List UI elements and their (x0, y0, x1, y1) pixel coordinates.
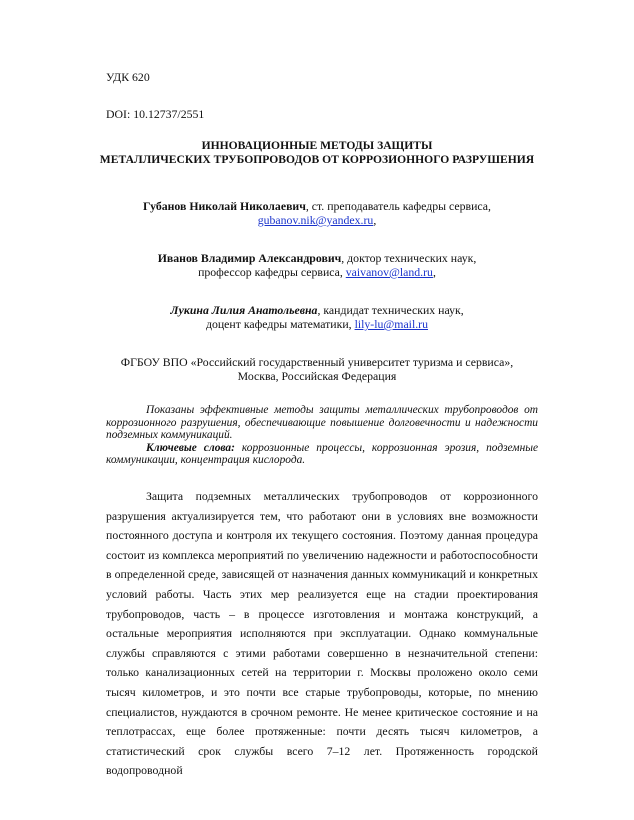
author-2 (0, 251, 634, 265)
author-1-contact (0, 213, 634, 227)
author-name: Лукина Лилия Анатольевна (170, 303, 318, 317)
affiliation-line-1: ФГБОУ ВПО «Российский государственный университет туризма и сервиса», (120, 355, 514, 369)
abstract-text: Показаны эффективные методы защиты металлических трубопроводов от коррозионного разрушения, обеспечивающие повышение долговечности и надежности подземных коммуникаций. (106, 404, 538, 442)
author-position: , кандидат технических наук, (317, 303, 464, 317)
keywords-label: Ключевые слова: (146, 441, 235, 454)
keywords (106, 442, 538, 467)
keywords-list: коррозионные процессы, коррозионная эрозия, подземные коммуникации, концентрация кислорода. (106, 441, 539, 467)
author-position: , ст. преподаватель кафедры сервиса, (305, 199, 491, 213)
author-email-link[interactable]: vaivanov@land.ru (345, 265, 433, 279)
email-suffix: , (432, 265, 436, 279)
title-line-1: ИННОВАЦИОННЫЕ МЕТОДЫ ЗАЩИТЫ (201, 139, 433, 152)
body-paragraph: Защита подземных металлических трубопроводов от коррозионного разрушения актуализируется тем, что работают они в условиях вне возможности постоянного доступа и контроля их текущего состояния. Поэтому данная процедура состоит из комплекса мероприятий по увеличению надежности и работоспособности в определенной среде, зависящей от назначения данных коммуникаций и конкретных условий работы. Часть этих мер реализуется еще на стадии проектирования трубопроводов, часть – в процессе изготовления и монтажа конструкций, а остальные мероприятия исполняются при эксплуатации. Однако коммунальные службы справляются с этими работами совершенно в незначительной степени: только канализационных сетей на территории г. Москвы проложено около семи тысяч километров, и это почти все старые трубопроводы, которые, по мнению специалистов, нуждаются в срочном ремонте. Не менее критическое состояние и на теплотрассах, еще более протяженные: почти десять тысяч километров, а статистический срок службы всего 7–12 лет. Протяженность городской водопроводной (106, 489, 538, 778)
author-2-contact (0, 265, 634, 279)
author-name: Иванов Владимир Александрович (157, 251, 342, 265)
udc-code: УДК 620 (106, 70, 150, 84)
title-line-2: МЕТАЛЛИЧЕСКИХ ТРУБОПРОВОДОВ ОТ КОРРОЗИОННОГО РАЗРУШЕНИЯ (99, 153, 535, 166)
doi: DOI: 10.12737/2551 (106, 107, 205, 121)
author-3 (0, 303, 634, 317)
author-email-link[interactable]: lily-lu@mail.ru (354, 317, 429, 331)
abstract (106, 404, 538, 467)
author-3-contact (0, 317, 634, 331)
author-position-line-2: профессор кафедры сервиса, (198, 265, 346, 279)
author-1 (0, 199, 634, 213)
email-suffix: , (373, 213, 377, 227)
affiliation-line-2: Москва, Российская Федерация (237, 369, 397, 383)
author-position: , доктор технических наук, (341, 251, 477, 265)
author-name: Губанов Николай Николаевич (143, 199, 306, 213)
author-email-link[interactable]: gubanov.nik@yandex.ru (257, 213, 374, 227)
author-position-line-2: доцент кафедры математики, (205, 317, 355, 331)
